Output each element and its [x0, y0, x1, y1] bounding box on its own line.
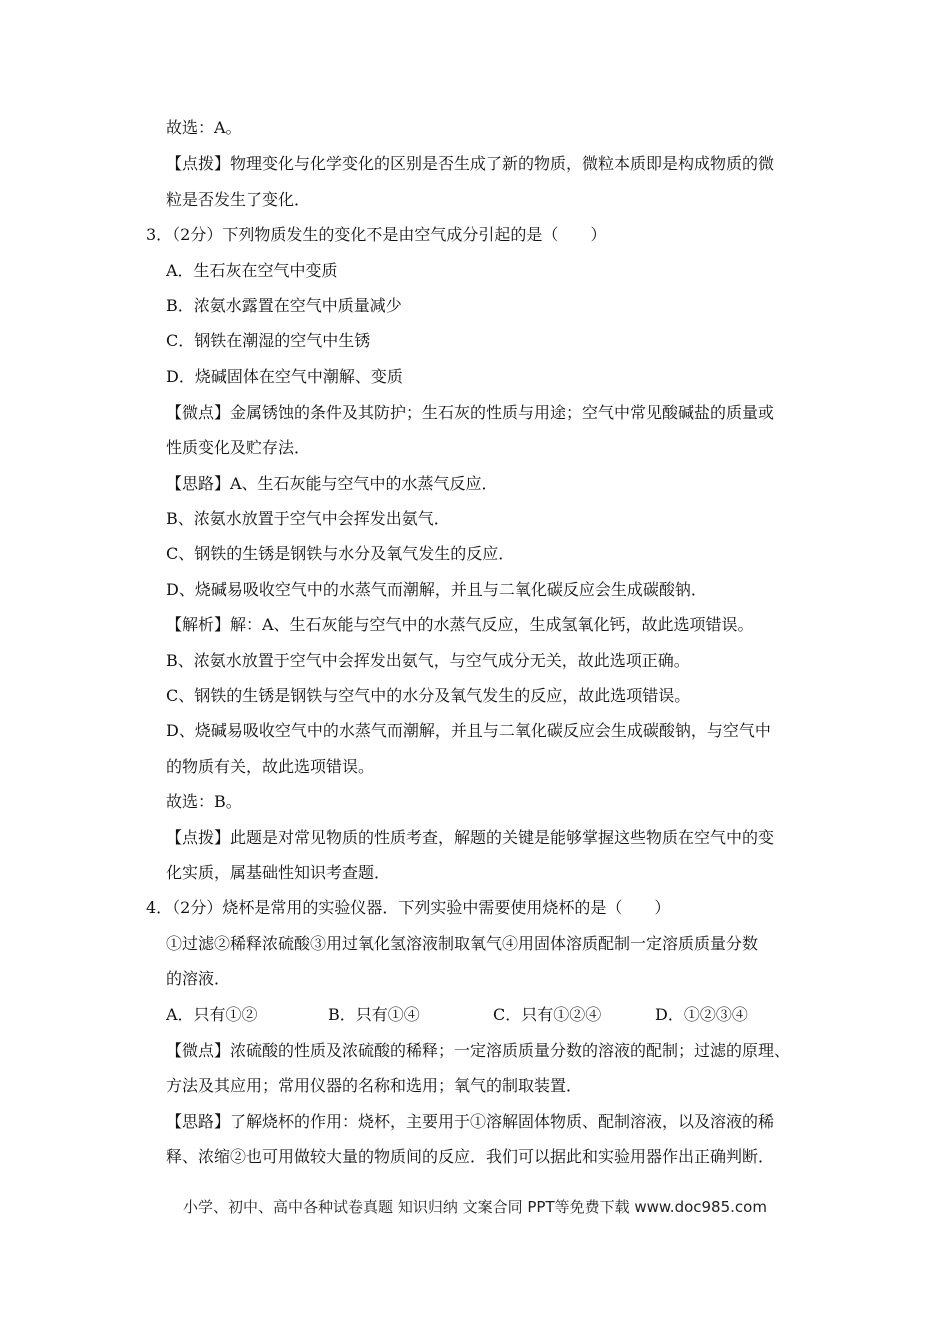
- analysis-line: 的物质有关，故此选项错误。: [166, 757, 375, 776]
- answer-line: 故选：B。: [166, 792, 242, 811]
- analysis-line: B、浓氨水放置于空气中会挥发出氨气，与空气成分无关，故此选项正确。: [166, 651, 690, 670]
- question-3-stem: 3．（2分）下列物质发生的变化不是由空气成分引起的是（ ）: [146, 225, 607, 244]
- knowledge-point-line: 方法及其应用；常用仪器的名称和选用；氧气的制取装置．: [166, 1076, 583, 1095]
- analysis-line: C、钢铁的生锈是钢铁与空气中的水分及氧气发生的反应，故此选项错误。: [166, 686, 691, 705]
- option-d: D．①②③④: [655, 1005, 748, 1024]
- page-footer: 小学、初中、高中各种试卷真题 知识归纳 文案合同 PPT等免费下载 www.doc985.com: [183, 1198, 767, 1216]
- question-4-items: ①过滤②稀释浓硫酸③用过氧化氢溶液制取氧气④用固体溶质配制一定溶质质量分数: [166, 934, 759, 953]
- option-a: A．只有①②: [166, 1005, 258, 1024]
- approach-line: B、浓氨水放置于空气中会挥发出氨气．: [166, 509, 450, 528]
- approach-line: D、烧碱易吸收空气中的水蒸气而潮解，并且与二氧化碳反应会生成碳酸钠．: [166, 580, 707, 599]
- tip-line: 化实质，属基础性知识考查题．: [166, 863, 391, 882]
- knowledge-point-line: 【微点】金属锈蚀的条件及其防护；生石灰的性质与用途；空气中常见酸碱盐的质量或: [166, 403, 775, 422]
- knowledge-point-line: 【微点】浓硫酸的性质及浓硫酸的稀释；一定溶质质量分数的溶液的配制；过滤的原理、: [166, 1041, 791, 1060]
- tip-line: 粒是否发生了变化．: [166, 190, 311, 209]
- option-b: B．只有①④: [328, 1005, 420, 1024]
- question-4-stem: 4．（2分）烧杯是常用的实验仪器．下列实验中需要使用烧杯的是（ ）: [146, 898, 671, 917]
- question-4-items: 的溶液．: [166, 969, 231, 988]
- option-a: A．生石灰在空气中变质: [166, 261, 338, 280]
- option-c: C．钢铁在潮湿的空气中生锈: [166, 331, 371, 350]
- analysis-line: D、烧碱易吸收空气中的水蒸气而潮解，并且与二氧化碳反应会生成碳酸钠，与空气中: [166, 721, 771, 740]
- knowledge-point-line: 性质变化及贮存法．: [166, 438, 311, 457]
- question-4-options: [166, 1005, 748, 1025]
- option-d: D．烧碱固体在空气中潮解、变质: [166, 367, 403, 386]
- approach-line: 【思路】A、生石灰能与空气中的水蒸气反应．: [166, 474, 498, 493]
- option-b: B．浓氨水露置在空气中质量减少: [166, 296, 402, 315]
- approach-line: 【思路】了解烧杯的作用：烧杯，主要用于①溶解固体物质、配制溶液，以及溶液的稀: [166, 1112, 775, 1131]
- approach-line: C、钢铁的生锈是钢铁与水分及氧气发生的反应．: [166, 544, 515, 563]
- tip-line: 【点拨】此题是对常见物质的性质考查，解题的关键是能够掌握这些物质在空气中的变: [166, 828, 775, 847]
- analysis-line: 【解析】解：A、生石灰能与空气中的水蒸气反应，生成氢氧化钙，故此选项错误。: [166, 615, 754, 634]
- answer-line: 故选：A。: [166, 118, 242, 137]
- tip-line: 【点拨】物理变化与化学变化的区别是否生成了新的物质，微粒本质即是构成物质的微: [166, 154, 775, 173]
- approach-line: 释、浓缩②也可用做较大量的物质间的反应．我们可以据此和实验用器作出正确判断．: [166, 1147, 775, 1166]
- option-c: C．只有①②④: [493, 1005, 602, 1024]
